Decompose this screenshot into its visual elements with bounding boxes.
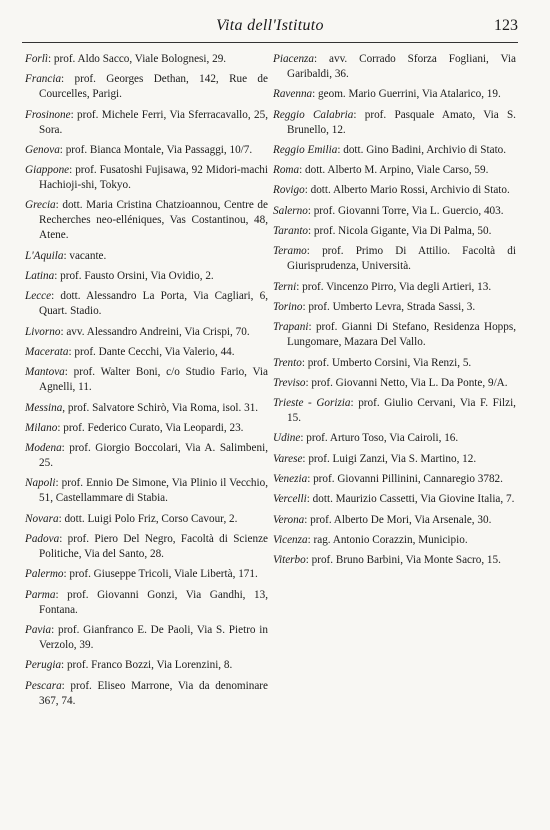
- directory-entry: [273, 396, 516, 426]
- directory-entry: [273, 143, 516, 158]
- entry-detail: : prof. Fusatoshi Fujisawa, 92 Midori-machi Hachioji-shi, Tokyo.: [39, 164, 268, 192]
- entry-place: Frosinone: [25, 108, 71, 121]
- directory-entry: [273, 52, 516, 82]
- entry-place: Reggio Emilia: [273, 143, 338, 156]
- directory-entry: [25, 658, 268, 673]
- directory-entry: [25, 198, 268, 243]
- entry-detail: : prof. Giovanni Torre, Via L. Guercio, 403.: [307, 204, 504, 217]
- directory-entry: [273, 513, 516, 528]
- directory-entry: [273, 280, 516, 295]
- entry-place: Ravenna: [273, 88, 313, 101]
- directory-entry: [25, 325, 268, 340]
- entry-place: Pavia: [25, 623, 52, 636]
- entry-place: Vercelli: [273, 493, 307, 506]
- entry-place: Livorno: [25, 325, 61, 338]
- directory-entry: [273, 376, 516, 391]
- entry-place: Lecce: [25, 290, 52, 303]
- directory-entry: [25, 269, 268, 284]
- directory-entry: [273, 356, 516, 371]
- entry-detail: , prof. Salvatore Schirò, Via Roma, isol. 31.: [62, 401, 259, 414]
- entry-detail: : prof. Georges Dethan, 142, Rue de Courcelles, Parigi.: [39, 73, 268, 101]
- entry-detail: : prof. Aldo Sacco, Viale Bolognesi, 29.: [48, 53, 227, 65]
- entry-detail: : prof. Piero Del Negro, Facoltà di Scienze Politiche, Via del Santo, 28.: [39, 533, 268, 561]
- entry-detail: : vacante.: [63, 249, 107, 262]
- entry-place: Trapani: [273, 321, 309, 334]
- entry-place: Pescara: [25, 679, 62, 692]
- entry-detail: : dott. Maria Cristina Chatzioannou, Centre de Recherches neo-elléniques, Vas Costantinou, 48, Atene.: [39, 199, 268, 242]
- directory-entry: [25, 532, 268, 562]
- entry-place: Palermo: [25, 568, 64, 581]
- page-number: 123: [494, 17, 518, 34]
- entry-detail: : prof. Primo Di Attilio. Facoltà di Giurisprudenza, Università.: [287, 245, 516, 273]
- header-rule: [22, 42, 518, 43]
- entry-detail: : prof. Bruno Barbini, Via Monte Sacro, 15.: [305, 554, 501, 567]
- entry-detail: : rag. Antonio Corazzin, Municipio.: [307, 533, 468, 546]
- entry-place: Roma: [273, 164, 300, 177]
- entry-place: Terni: [273, 280, 297, 293]
- entry-detail: : prof. Giovanni Pillinini, Cannaregio 3782.: [307, 473, 503, 486]
- entry-place: Salerno: [273, 204, 308, 217]
- entry-place: Latina: [25, 270, 55, 283]
- entry-detail: : dott. Alessandro La Porta, Via Cagliari, 6, Quart. Stadio.: [39, 290, 268, 318]
- entry-place: Novara: [25, 512, 59, 525]
- directory-entry: [25, 421, 268, 436]
- entry-place: Napoli: [25, 477, 56, 490]
- directory-entry: [25, 476, 268, 506]
- directory-entry: [273, 183, 516, 198]
- directory-entry: [25, 52, 268, 67]
- entry-detail: : prof. Fausto Orsini, Via Ovidio, 2.: [54, 270, 214, 283]
- entry-detail: : dott. Alberto M. Arpino, Viale Carso, 59.: [299, 164, 489, 177]
- entry-detail: : prof. Vincenzo Pirro, Via degli Artieri, 13.: [296, 280, 492, 293]
- entry-place: Venezia: [273, 473, 308, 486]
- directory-entry: [25, 567, 268, 582]
- directory-entry: [25, 163, 268, 193]
- entry-place: Padova: [25, 533, 60, 546]
- directory-entry: [273, 204, 516, 219]
- entry-detail: : dott. Luigi Polo Friz, Corso Cavour, 2.: [58, 512, 238, 525]
- directory-entry: [25, 143, 268, 158]
- entry-detail: : prof. Eliseo Marrone, Via da denominare 367, 74.: [39, 679, 268, 707]
- entry-detail: : prof. Giovanni Netto, Via L. Da Ponte, 9/A.: [305, 376, 508, 389]
- directory-entry: [25, 108, 268, 138]
- entry-detail: : prof. Arturo Toso, Via Cairoli, 16.: [300, 432, 459, 445]
- entry-place: Parma: [25, 588, 56, 601]
- entry-place: Forlì: [25, 53, 48, 65]
- directory-entry: [273, 431, 516, 446]
- entry-detail: : avv. Corrado Sforza Fogliani, Via Garibaldi, 36.: [287, 53, 516, 80]
- entry-place: Torino: [273, 300, 303, 313]
- entry-detail: : avv. Alessandro Andreini, Via Crispi, 70.: [60, 325, 250, 338]
- entry-detail: : dott. Gino Badini, Archivio di Stato.: [337, 143, 507, 156]
- directory-entry: [273, 492, 516, 507]
- entry-detail: : prof. Ennio De Simone, Via Plinio il Vecchio, 51, Castellammare di Stabia.: [39, 477, 268, 505]
- directory-entry: [273, 163, 516, 178]
- entry-detail: : prof. Giulio Cervani, Via F. Filzi, 15.: [287, 397, 516, 425]
- right-column: [273, 52, 516, 574]
- entry-place: Giappone: [25, 164, 70, 177]
- directory-entry: [25, 72, 268, 102]
- directory-entry: [25, 623, 268, 653]
- entry-place: Francia: [25, 73, 62, 86]
- entry-detail: : prof. Alberto De Mori, Via Arsenale, 30.: [304, 513, 492, 526]
- entry-place: L'Aquila: [25, 249, 64, 262]
- directory-entry: [25, 249, 268, 264]
- entry-place: Varese: [273, 452, 303, 465]
- entry-place: Reggio Calabria: [273, 108, 354, 121]
- left-column: [25, 52, 268, 714]
- entry-place: Messina: [25, 401, 63, 414]
- page-header: [22, 8, 518, 42]
- directory-entry: [25, 401, 268, 416]
- directory-entry: [273, 224, 516, 239]
- running-title: Vita dell'Istituto: [216, 17, 324, 34]
- entry-place: Taranto: [273, 225, 309, 238]
- directory-entry: [273, 452, 516, 467]
- directory-entry: [273, 533, 516, 548]
- entry-place: Modena: [25, 442, 62, 455]
- entry-detail: : prof. Federico Curato, Via Leopardi, 23.: [57, 421, 244, 434]
- entry-detail: : prof. Nicola Gigante, Via Di Palma, 50.: [308, 225, 492, 238]
- entry-place: Milano: [25, 421, 58, 434]
- directory-entry: [25, 345, 268, 360]
- directory-entry: [273, 244, 516, 274]
- entry-detail: : dott. Maurizio Cassetti, Via Giovine Italia, 7.: [306, 493, 515, 506]
- directory-entry: [25, 289, 268, 319]
- entry-place: Vicenza: [273, 533, 308, 546]
- entry-place: Trieste - Gorizia: [273, 397, 351, 410]
- directory-entry: [273, 472, 516, 487]
- entry-detail: : geom. Mario Guerrini, Via Atalarico, 19.: [312, 88, 501, 101]
- entry-detail: : prof. Umberto Levra, Strada Sassi, 3.: [302, 300, 476, 313]
- directory-entry: [25, 365, 268, 395]
- entry-detail: : prof. Giuseppe Tricoli, Viale Libertà, 171.: [63, 568, 258, 581]
- directory-entry: [273, 553, 516, 568]
- entry-detail: : prof. Bianca Montale, Via Passaggi, 10/7.: [59, 143, 253, 156]
- entry-place: Perugia: [25, 659, 62, 672]
- entry-place: Viterbo: [273, 554, 306, 567]
- entry-detail: : prof. Giovanni Gonzi, Via Gandhi, 13, Fontana.: [39, 588, 268, 616]
- entry-detail: : prof. Walter Boni, c/o Studio Fario, Via Agnelli, 11.: [39, 366, 268, 394]
- directory-entry: [25, 512, 268, 527]
- entry-detail: : prof. Gianfranco E. De Paoli, Via S. Pietro in Verzolo, 39.: [39, 623, 268, 651]
- entry-detail: : prof. Pasquale Amato, Via S. Brunello, 12.: [287, 108, 516, 136]
- entry-place: Genova: [25, 143, 60, 156]
- directory-entry: [25, 441, 268, 471]
- directory-entry: [273, 87, 516, 102]
- entry-place: Udine: [273, 432, 301, 445]
- directory-entry: [273, 320, 516, 350]
- entry-place: Rovigo: [273, 184, 305, 197]
- directory-entry: [273, 108, 516, 138]
- entry-detail: : prof. Michele Ferri, Via Sferracavallo, 25, Sora.: [39, 108, 268, 136]
- directory-entry: [273, 300, 516, 315]
- entry-detail: : prof. Giorgio Boccolari, Via A. Salimbeni, 25.: [39, 442, 268, 470]
- entry-detail: : prof. Gianni Di Stefano, Residenza Hopps, Lungomare, Mazara Del Vallo.: [287, 321, 516, 349]
- entry-place: Macerata: [25, 345, 69, 358]
- entry-place: Verona: [273, 513, 305, 526]
- directory-entry: [25, 588, 268, 618]
- entry-place: Grecia: [25, 199, 56, 212]
- entry-detail: : dott. Alberto Mario Rossi, Archivio di Stato.: [304, 184, 510, 197]
- entry-place: Mantova: [25, 366, 65, 379]
- directory-entry: [25, 679, 268, 709]
- entry-place: Treviso: [273, 376, 306, 389]
- entry-detail: : prof. Franco Bozzi, Via Lorenzini, 8.: [61, 659, 233, 672]
- entry-detail: : prof. Luigi Zanzi, Via S. Martino, 12.: [302, 452, 477, 465]
- entry-place: Teramo: [273, 245, 307, 258]
- entry-place: Piacenza: [273, 53, 315, 65]
- entry-detail: : prof. Dante Cecchi, Via Valerio, 44.: [68, 345, 235, 358]
- entry-detail: : prof. Umberto Corsini, Via Renzi, 5.: [301, 356, 472, 369]
- entry-place: Trento: [273, 356, 302, 369]
